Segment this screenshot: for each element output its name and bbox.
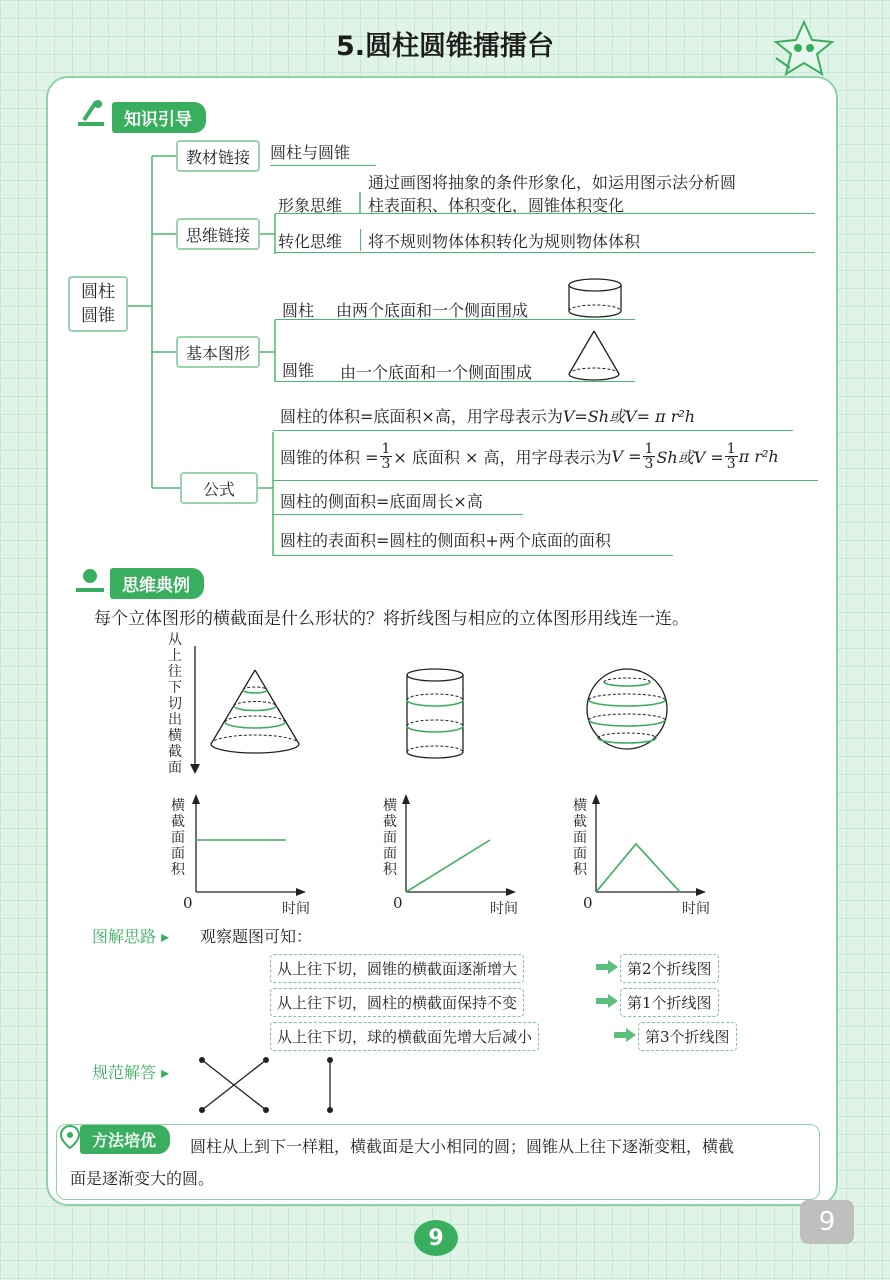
thinking-link-node: 思维链接 xyxy=(176,218,260,250)
formula-1-expr: V=Sh或V= π r²h xyxy=(562,407,696,426)
graph1-ylabel: 横截面面积 xyxy=(171,798,185,878)
graph3-xlabel: 时间 xyxy=(682,901,710,917)
analysis-row-3: 从上往下切，球的横截面先增大后减小 xyxy=(270,1022,539,1051)
frac-num: 1 xyxy=(381,441,391,457)
graph3-origin: 0 xyxy=(583,894,593,912)
analysis-label: 图解思路 ▸ xyxy=(92,927,170,946)
section-knowledge-tag: 知识引导 xyxy=(112,102,206,133)
arrow-right-icon xyxy=(596,960,618,974)
root-line1: 圆柱 xyxy=(81,282,115,302)
cut-direction-label: 从上往下切出横截面 xyxy=(168,632,182,776)
formula-1-underline xyxy=(273,430,793,431)
location-pin-icon xyxy=(58,1124,82,1150)
frac-den: 3 xyxy=(726,456,736,472)
graph2-origin: 0 xyxy=(393,894,403,912)
formula-2-d: Sh或V = xyxy=(656,448,724,467)
cylinder-label: 圆柱 xyxy=(282,301,315,320)
formula-1 xyxy=(280,404,695,427)
fraction-3 xyxy=(725,442,738,471)
formula-3-underline xyxy=(273,514,523,515)
corner-page-badge: 9 xyxy=(800,1200,854,1244)
imagery-line1: 通过画图将抽象的条件形象化，如运用图示法分析圆 xyxy=(368,173,737,192)
cone-underline xyxy=(275,381,635,382)
page-number: 9 xyxy=(414,1220,458,1256)
answer-label: 规范解答 ▸ xyxy=(92,1063,170,1082)
analysis-intro: 观察题图可知： xyxy=(200,927,313,946)
analysis-label-text: 图解思路 xyxy=(92,927,157,946)
graph-1 xyxy=(188,792,310,902)
graph3-ylabel: 横截面面积 xyxy=(573,798,587,878)
formula-2 xyxy=(280,442,779,471)
analysis-row-2: 从上往下切，圆柱的横截面保持不变 xyxy=(270,988,524,1017)
answer-connections xyxy=(196,1054,346,1118)
sphere-solid xyxy=(582,664,672,764)
analysis-row-1: 从上往下切，圆锥的横截面逐渐增大 xyxy=(270,954,524,983)
formula-4-underline xyxy=(273,555,673,556)
answer-label-text: 规范解答 xyxy=(92,1063,157,1082)
frac-num: 1 xyxy=(726,441,736,457)
basic-shapes-node: 基本图形 xyxy=(176,336,260,368)
mindmap-root xyxy=(68,276,128,332)
textbook-content: 圆柱与圆锥 xyxy=(270,140,376,166)
cone-solid xyxy=(205,664,305,764)
method-text-line1: 圆柱从上到下一样粗，横截面是大小相同的圆；圆锥从上往下逐渐变粗，横截 xyxy=(190,1137,735,1156)
root-line2: 圆锥 xyxy=(81,306,115,326)
analysis-result-3: 第3个折线图 xyxy=(638,1022,737,1051)
graph2-ylabel: 横截面面积 xyxy=(383,798,397,878)
method-text-line2: 面是逐渐变大的圆。 xyxy=(70,1169,215,1188)
graph-3 xyxy=(588,792,710,902)
formula-2-b: × 底面积 × 高，用字母表示为 xyxy=(393,448,612,467)
analysis-result-1: 第2个折线图 xyxy=(620,954,719,983)
imagery-line2: 柱表面积、体积变化，圆锥体积变化 xyxy=(368,196,625,215)
graph-2 xyxy=(398,792,520,902)
imagery-underline xyxy=(275,213,815,214)
cone-label: 圆锥 xyxy=(282,361,315,380)
transform-underline xyxy=(275,252,815,253)
transform-label: 转化思维 xyxy=(278,232,343,251)
page-title: 5.圆柱圆锥擂擂台 xyxy=(335,31,555,62)
transform-content: 将不规则物体体积转化为规则物体体积 xyxy=(368,232,641,251)
frac-num: 1 xyxy=(644,441,654,457)
example-question: 每个立体图形的横截面是什么形状的？将折线图与相应的立体图形用线连一连。 xyxy=(94,609,689,629)
transform-divider xyxy=(360,229,363,251)
graph1-xlabel: 时间 xyxy=(282,901,310,917)
cylinder-icon xyxy=(566,276,624,320)
formula-node: 公式 xyxy=(180,472,258,504)
section-thinking-tag: 思维典例 xyxy=(110,568,204,599)
formula-4: 圆柱的表面积=圆柱的侧面积+两个底面的面积 xyxy=(280,531,611,550)
formula-1-text: 圆柱的体积=底面积×高，用字母表示为 xyxy=(280,407,563,426)
graph2-xlabel: 时间 xyxy=(490,901,518,917)
lamp-icon xyxy=(74,566,108,594)
fraction-1 xyxy=(380,442,393,471)
formula-2-e: π r²h xyxy=(738,447,779,466)
down-arrow xyxy=(186,646,204,776)
arrow-right-icon xyxy=(614,1028,636,1042)
formula-2-c: V = xyxy=(611,447,642,466)
section-method-tag: 方法培优 xyxy=(80,1125,170,1154)
arrow-right-icon xyxy=(596,994,618,1008)
frac-den: 3 xyxy=(381,456,391,472)
textbook-link-node: 教材链接 xyxy=(176,140,260,172)
graph1-origin: 0 xyxy=(183,894,193,912)
cylinder-solid xyxy=(400,666,470,766)
formula-2-a: 圆锥的体积 = xyxy=(280,448,379,467)
analysis-result-2: 第1个折线图 xyxy=(620,988,719,1017)
cone-desc: 由一个底面和一个侧面围成 xyxy=(340,363,533,382)
cylinder-underline xyxy=(275,319,635,320)
frac-den: 3 xyxy=(644,456,654,472)
formula-3: 圆柱的侧面积=底面周长×高 xyxy=(280,492,483,511)
formula-2-underline xyxy=(273,480,818,481)
fraction-2 xyxy=(643,442,656,471)
cone-icon xyxy=(566,328,622,384)
cylinder-desc: 由两个底面和一个侧面围成 xyxy=(336,301,529,320)
imagery-label: 形象思维 xyxy=(278,196,343,215)
